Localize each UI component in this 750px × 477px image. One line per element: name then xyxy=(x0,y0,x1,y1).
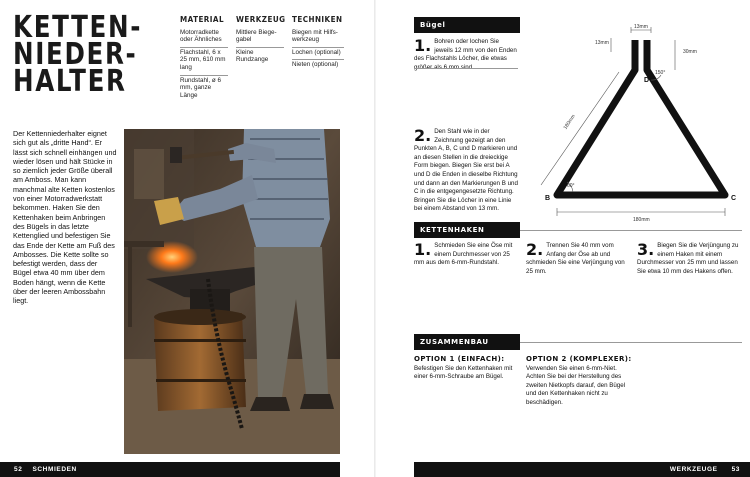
point-a: A xyxy=(627,74,633,81)
dim-bottom: 180mm xyxy=(633,217,650,223)
angle-top: 150° xyxy=(655,70,666,76)
page-number-right: 53 xyxy=(731,466,740,473)
footer-right xyxy=(414,462,750,477)
section-header-zusammenbau xyxy=(414,334,520,350)
title-line-1: KETTEN- xyxy=(13,10,143,45)
step-number: 1. xyxy=(414,36,432,55)
point-b: B xyxy=(545,195,551,202)
point-d: D xyxy=(644,77,650,84)
kettenhaken-heading: KETTENHAKEN xyxy=(420,226,485,234)
option-title: OPTION 1 (EINFACH): xyxy=(414,355,505,363)
rule xyxy=(520,342,742,343)
title-line-2: NIEDER- xyxy=(13,37,138,72)
option-title: OPTION 2 (KOMPLEXER): xyxy=(526,355,632,363)
step-text: Bohren oder lochen Sie jeweils 12 mm von den Enden des Flachstahls Löcher, die etwas xyxy=(414,38,517,63)
zusammenbau-heading: ZUSAMMENBAU xyxy=(420,338,489,346)
techniken-item: Biegen mit Hilfswerkzeug xyxy=(292,28,338,44)
techniken-column xyxy=(292,16,344,72)
page-gutter xyxy=(374,0,376,477)
step-number: 3. xyxy=(637,240,655,259)
blacksmith-photo xyxy=(124,129,340,454)
footer-section-left: SCHMIEDEN xyxy=(32,466,77,473)
page-number-left: 52 xyxy=(14,466,23,473)
step-text: Trennen Sie 40 mm vom Anfang der Öse ab und schmieden Sie eine Verjüngung von 25 mm. xyxy=(526,242,625,275)
footer-section-right: WERKZEUGE xyxy=(669,466,718,473)
section-header-kettenhaken xyxy=(414,222,520,238)
werkzeug-column xyxy=(236,16,284,67)
kettenhaken-step-1 xyxy=(414,242,518,268)
step-number: 2. xyxy=(526,240,544,259)
dim-side: 180mm xyxy=(562,113,577,131)
material-column xyxy=(180,16,228,102)
title-line-3: HALTER xyxy=(13,64,127,99)
buegel-step-2 xyxy=(414,128,520,214)
dim-top: 13mm xyxy=(634,24,648,30)
techniken-heading: TECHNIKEN xyxy=(292,15,343,24)
footer-left xyxy=(0,462,340,477)
werkzeug-item: Mittlere Biegegabel xyxy=(236,28,277,44)
werkzeug-item: Kleine Rundzange xyxy=(236,47,284,67)
point-c: C xyxy=(731,195,737,202)
step-number: 1. xyxy=(414,240,432,259)
buegel-heading: Bügel xyxy=(420,21,446,29)
kettenhaken-step-3 xyxy=(637,242,743,276)
material-heading: MATERIAL xyxy=(180,15,225,24)
techniken-item: Lochen (optional) xyxy=(292,47,344,60)
material-item: Flachstahl, 6 x 25 mm, 610 mm lang xyxy=(180,47,228,75)
option-2 xyxy=(526,355,636,408)
angle-bottom: 60° xyxy=(567,183,575,189)
option-text: Befestigen Sie den Kettenhaken mit einer 6-mm-Schraube am Bügel. xyxy=(414,364,513,381)
step-text: Biegen Sie die Verjüngung zu einem Haken mit einem Durchmesser von 25 mm und lassen Sie etwa 10 mm des Hakens offen. xyxy=(637,242,739,275)
rule xyxy=(414,68,518,69)
step-number: 2. xyxy=(414,126,432,145)
section-header-buegel xyxy=(414,17,520,33)
rule xyxy=(520,230,742,231)
material-item: Rundstahl, ø 6 mm, ganze Länge xyxy=(180,75,228,103)
techniken-item: Nieten (optional) xyxy=(292,59,344,72)
dim-leg: 30mm xyxy=(683,49,697,55)
bracket-diagram xyxy=(527,20,745,225)
dim-hole: 13mm xyxy=(595,40,609,46)
option-1 xyxy=(414,355,518,382)
step-text: Schmieden Sie eine Öse mit einem Durchmesser von 25 mm aus dem 6-mm-Rundstahl. xyxy=(414,242,513,267)
page-title xyxy=(13,10,143,99)
kettenhaken-step-2 xyxy=(526,242,630,276)
material-item: Motorradkette oder Ähnliches xyxy=(180,28,222,44)
step-text: Den Stahl wie in der Zeichnung gezeigt an den Punkten A, B, C und D markieren und an diesen Stellen in die dreieckige Form biegen. Biegen Sie erst bei A und D die Enden in dieselbe Richtung und dann an den Markierungen B und C in die entgegengesetzte Richtung. Bringen Sie die Löcher in eine Linie bei einem Abstand von 13 mm. xyxy=(414,128,518,213)
intro-text: Der Kettenniederhalter eignet sich gut als „dritte Hand“. Er lässt sich schnell einhängen und wieder lösen und hält Stücke in so ziemlich jeder Größe überall am Amboss. Man kann manchmal alte Ketten kostenlos von einer Motorradwerkstatt bekommen. Haken Sie den Kettenhaken beim Anbringen des Bügels in das letzte Kettenglied und befestigen Sie das Ende der Kette am Fuß des Ambosses. Die Kette sollte so befestigt werden, dass der Bügel etwa 40 mm über dem Boden hängt, wenn die Kette über der leeren Ambossbahn liegt. xyxy=(13,129,117,306)
werkzeug-heading: WERKZEUG xyxy=(236,15,286,24)
option-text: Verwenden Sie einen 6-mm-Niet. Achten Sie bei der Herstellung des zweiten Nietkopfs darauf, den Bügel und den Kettenhaken nicht zu beschädigen. xyxy=(526,364,626,406)
